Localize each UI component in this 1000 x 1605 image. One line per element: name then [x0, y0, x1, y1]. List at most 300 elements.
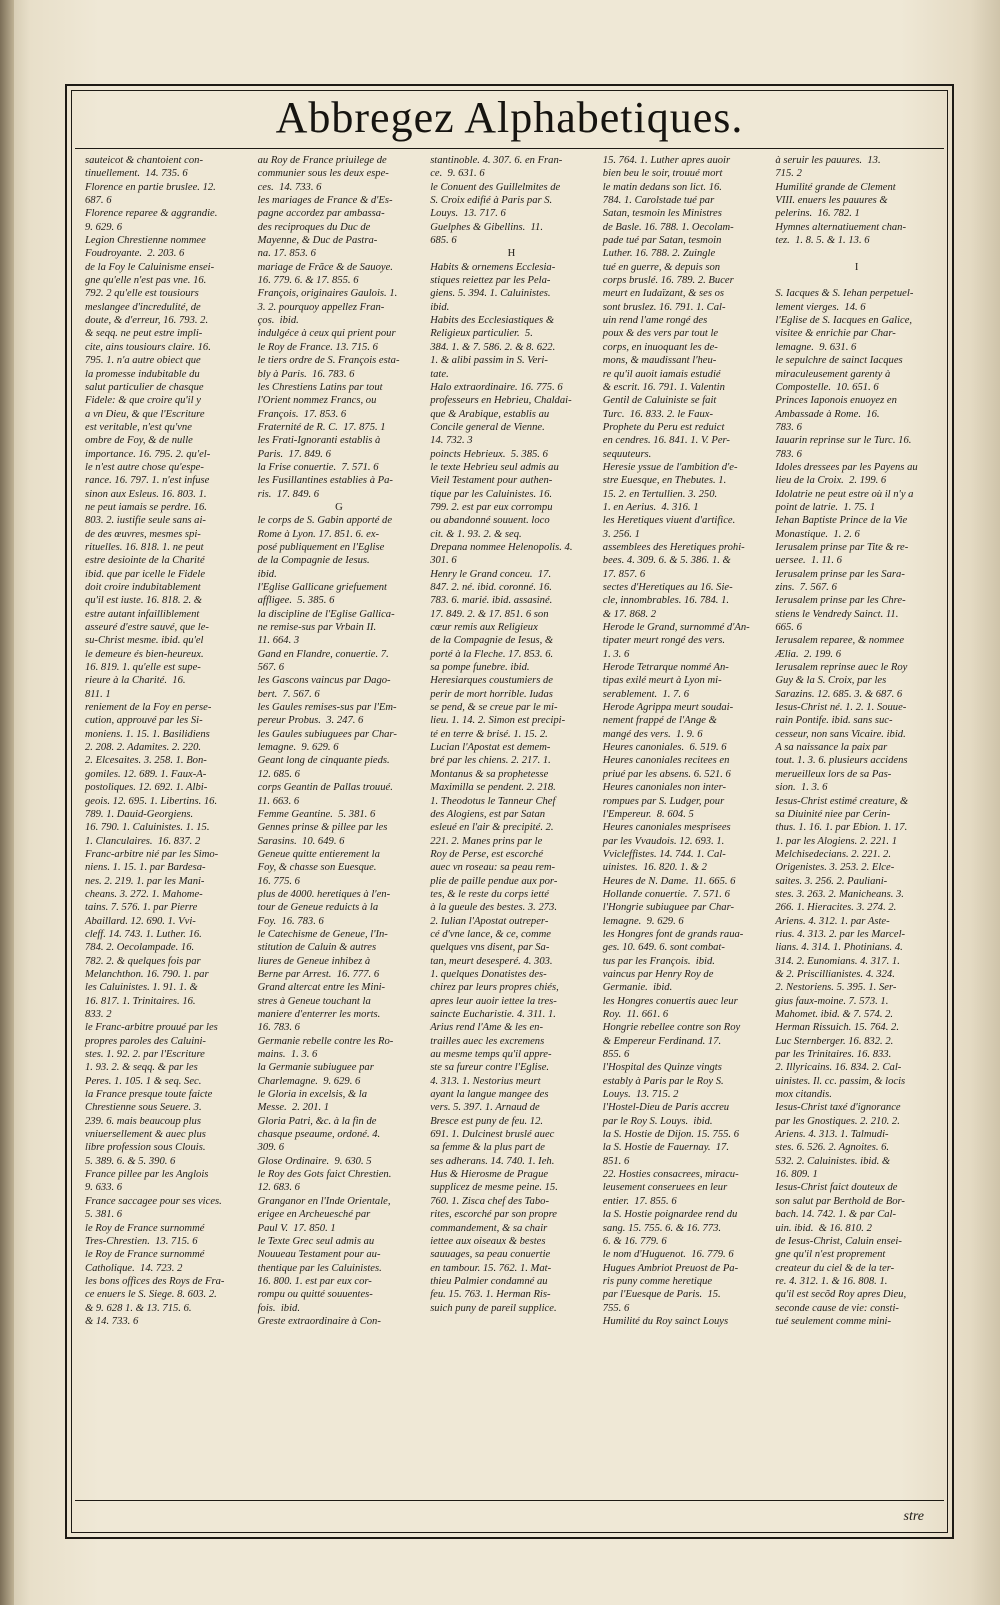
index-line: en tambour. 15. 762. 1. Mat-: [430, 1262, 552, 1274]
index-line: chasque pseaume, ordoné. 4.: [257, 1129, 381, 1141]
index-line: 17. 849. 2. & 17. 851. 6 son: [430, 608, 549, 620]
index-line: 239. 6. mais beaucoup plus: [85, 1115, 201, 1127]
index-column-1: [81, 154, 254, 1497]
index-line: VIII. enuers les pauures &: [775, 195, 888, 207]
index-line: ste sa fureur contre l'Eglise.: [430, 1062, 550, 1074]
index-line: François. 17. 853. 6: [257, 408, 347, 420]
index-line: ne peut iamais se perdre. 16.: [85, 501, 207, 513]
index-line: sa Diuinité niee par Cerin-: [775, 808, 891, 820]
index-line: corps Geantin de Pallas trouué.: [257, 782, 393, 794]
index-line: 803. 2. iustifie seule sans ai-: [85, 515, 206, 527]
index-line: Drepana nommee Helenopolis. 4.: [430, 541, 573, 553]
index-line: 266. 1. Hieracites. 3. 274. 2.: [775, 902, 897, 914]
index-line: 11. 663. 6: [257, 795, 300, 807]
index-line: Heures canoniales mesprisees: [602, 822, 731, 834]
index-line: Vieil Testament pour authen-: [430, 475, 553, 487]
index-line: des Alogiens, est par Satan: [430, 808, 546, 820]
index-line: pereur Probus. 3. 247. 6: [257, 715, 364, 727]
index-line: 9. 629. 6: [85, 221, 123, 233]
index-line: Herode Agrippa meurt soudai-: [602, 702, 734, 714]
index-line: Heresiarques coustumiers de: [430, 675, 553, 687]
index-line: ços. ibid.: [257, 315, 299, 327]
index-line: Hugues Ambriot Preuost de Pa-: [602, 1262, 739, 1274]
index-line: niens. 1. 15. 1. par Bardesa-: [85, 862, 206, 874]
page-frame: [65, 84, 954, 1539]
index-line: Herman Rissuich. 15. 764. 2.: [775, 1022, 899, 1034]
index-line: les Fusillantines establies à Pa-: [257, 475, 393, 487]
index-line: 384. 1. & 7. 586. 2. & 8. 622.: [430, 341, 556, 353]
index-line: tipas exilé meurt à Lyon mi-: [602, 675, 722, 687]
index-line: Peres. 1. 105. 1 & seq. Sec.: [85, 1075, 202, 1087]
index-line: & 9. 628 1. & 13. 715. 6.: [85, 1302, 192, 1314]
index-line: lement vierges. 14. 6: [775, 301, 866, 313]
index-line: France saccagee pour ses vices.: [85, 1195, 222, 1207]
index-line: son salut par Berthold de Bor-: [775, 1195, 905, 1207]
index-line: 760. 1. Zisca chef des Tabo-: [430, 1195, 549, 1207]
page-title: Abbregez Alphabetiques.: [275, 93, 744, 142]
index-line: par les Trinitaires. 16. 833.: [775, 1049, 892, 1061]
index-line: 855. 6: [602, 1049, 630, 1061]
index-line: Mayenne, & Duc de Pastra-: [257, 235, 378, 247]
index-line: l'Empereur. 8. 604. 5: [602, 808, 694, 820]
index-line: 3. 2. pourquoy appellez Fran-: [257, 301, 385, 313]
index-line: le demeure és bien-heureux.: [85, 648, 204, 660]
index-line: de Iesus-Christ, Caluin ensei-: [775, 1235, 902, 1247]
index-line: geois. 12. 695. 1. Libertins. 16.: [85, 795, 218, 807]
index-line: liures de Geneue inhibez à: [257, 955, 371, 967]
index-line: le nom d'Huguenot. 16. 779. 6: [602, 1249, 734, 1261]
index-line: 2. Nestoriens. 5. 395. 1. Ser-: [775, 982, 897, 994]
index-line: l'Hostel-Dieu de Paris accreu: [602, 1102, 730, 1114]
index-line: par les Vvaudois. 12. 693. 1.: [602, 835, 725, 847]
index-line: cite, ains tousiours claire. 16.: [85, 341, 211, 353]
index-line: cution, approuvé par les Si-: [85, 715, 203, 727]
index-line: Heures canoniales. 6. 519. 6: [602, 742, 727, 754]
index-line: esleué en l'air & precipité. 2.: [430, 822, 554, 834]
index-line: par le Roy S. Louys. ibid.: [602, 1115, 713, 1127]
index-line: Geant long de cinquante pieds.: [257, 755, 390, 767]
index-line: pelerins. 16. 782. 1: [775, 208, 860, 220]
index-line: 1. & alibi passim in S. Veri-: [430, 355, 548, 367]
index-line: Geneue quitte entierement la: [257, 848, 380, 860]
index-line: Prophete du Peru est reduict: [602, 421, 725, 433]
index-line: ris puny comme heretique: [602, 1275, 713, 1287]
index-line: saites. 3. 256. 2. Pauliani-: [775, 875, 888, 887]
binding-edge: [0, 0, 14, 1605]
index-line: 665. 6: [775, 622, 802, 634]
index-line: 4. 313. 1. Nestorius meurt: [430, 1075, 541, 1087]
index-line: ris. 17. 849. 6: [257, 488, 320, 500]
index-line: 789. 1. Dauid-Georgiens.: [85, 808, 194, 820]
index-line: des reciproques du Duc de: [257, 221, 371, 233]
index-line: 784. 2. Oecolampade. 16.: [85, 942, 195, 954]
index-line: salut particulier de chasque: [85, 381, 204, 393]
index-column-4: [599, 154, 772, 1497]
index-line: ges. 10. 649. 6. sont combat-: [602, 942, 725, 954]
index-line: rance. 16. 797. 1. n'est infuse: [85, 475, 210, 487]
index-line: les Frati-Ignoranti establis à: [257, 435, 381, 447]
index-line: 1. 93. 2. & seqq. & par les: [85, 1062, 198, 1074]
index-line: Ælia. 2. 199. 6: [775, 648, 842, 660]
index-line: 16. 817. 1. Trinitaires. 16.: [85, 995, 196, 1007]
index-line: Halo extraordinaire. 16. 775. 6: [430, 381, 563, 393]
index-line: le Roy de France surnommé: [85, 1222, 205, 1234]
index-line: sion. 1. 3. 6: [775, 782, 828, 794]
index-line: l'Eglise de S. Iacques en Galice,: [775, 315, 913, 327]
index-line: Roy. 11. 661. 6: [602, 1009, 669, 1020]
index-line: Germanie rebelle contre les Ro-: [257, 1035, 394, 1047]
index-line: 11. 664. 3: [257, 635, 300, 647]
index-line: Melchisedecians. 2. 221. 2.: [775, 848, 891, 860]
index-line: 16. 779. 6. & 17. 855. 6: [257, 275, 359, 287]
index-column-2: [254, 154, 427, 1497]
index-line: 15. 764. 1. Luther apres auoir: [602, 155, 731, 166]
index-line: 16. 819. 1. qu'elle est supe-: [85, 662, 201, 674]
index-line: visitee & enrichie par Char-: [775, 328, 896, 340]
index-line: [775, 247, 940, 260]
index-line: Henry le Grand conceu. 17.: [430, 568, 552, 580]
index-line: sinon aux Esleus. 16. 803. 1.: [85, 488, 207, 500]
index-line: corps bruslé. 16. 789. 2. Bucer: [602, 275, 734, 287]
index-line: les Gaules remises-sus par l'Em-: [257, 702, 397, 714]
index-line: les bons offices des Roys de Fra-: [85, 1275, 225, 1287]
index-line: tez. 1. 8. 5. & 1. 13. 6: [775, 235, 870, 247]
index-line: sauteicot & chantoient con-: [85, 155, 203, 166]
index-line: 6. & 16. 779. 6: [602, 1235, 667, 1247]
index-line: zins. 7. 567. 6: [775, 582, 837, 593]
index-line: re. 4. 312. 1. & 16. 808. 1.: [775, 1275, 888, 1287]
index-line: Tres-Chrestien. 13. 715. 6: [85, 1235, 198, 1247]
index-line: cle, innombrables. 16. 784. 1.: [602, 595, 730, 607]
index-line: tout. 1. 3. 6. plusieurs accidens: [775, 755, 908, 767]
index-line: Concile general de Vienne.: [430, 421, 545, 433]
index-line: Gennes prinse & pillee par les: [257, 822, 388, 834]
index-line: 14. 732. 3: [430, 435, 473, 447]
index-line: 16. 809. 1: [775, 1169, 818, 1181]
index-line: erigee en Archeuesché par: [257, 1209, 371, 1221]
index-line: postoliques. 12. 692. 1. Albi-: [85, 782, 208, 794]
index-line: stiens le Vendredy Sainct. 11.: [775, 608, 899, 620]
index-line: sectes d'Heretiques au 16. Sie-: [602, 582, 733, 593]
index-line: té en terre & brisé. 1. 15. 2.: [430, 728, 548, 740]
index-line: reniement de la Foy en perse-: [85, 702, 212, 714]
index-line: leusement conseruees en leur: [602, 1182, 728, 1194]
index-line: Grand altercat entre les Mini-: [257, 982, 386, 994]
index-line: 1. 3. 6: [602, 648, 630, 660]
index-line: France pillee par les Anglois: [85, 1169, 209, 1181]
index-line: Monastique. 1. 2. 6: [775, 528, 860, 540]
index-line: est veritable, n'est qu'vne: [85, 421, 192, 433]
index-line: miraculeusement garenty à: [775, 368, 891, 380]
index-line: rain Pontife. ibid. sans suc-: [775, 715, 893, 727]
index-line: Montanus & sa prophetesse: [430, 768, 549, 780]
index-line: tué seulement comme mini-: [775, 1315, 891, 1327]
index-line: le n'est autre chose qu'espe-: [85, 461, 204, 473]
index-line: cœur remis aux Religieux: [430, 622, 538, 634]
index-line: uin. ibid. & 16. 810. 2: [775, 1222, 872, 1234]
index-line: estre desiointe de la Charité: [85, 555, 205, 567]
index-line: 532. 2. Caluinistes. ibid. &: [775, 1155, 891, 1167]
index-line: Ariens. 4. 313. 1. Talmudi-: [775, 1129, 889, 1141]
index-line: sequuteurs.: [602, 448, 652, 460]
index-line: l'Hongrie subiuguee par Char-: [602, 902, 735, 914]
index-line: su-Christ mesme. ibid. qu'el: [85, 635, 204, 647]
index-line: lians. 4. 314. 1. Photinians. 4.: [775, 942, 903, 954]
index-line: l'Hospital des Quinze vingts: [602, 1062, 722, 1074]
index-line: François, originaires Gaulois. 1.: [257, 288, 398, 300]
index-line: 2. Illyricains. 16. 834. 2. Cal-: [775, 1062, 902, 1074]
index-line: Foy. 16. 783. 6: [257, 915, 324, 927]
index-line: A sa naissance la paix par: [775, 742, 888, 754]
index-line: le Conuent des Guillelmites de: [430, 181, 561, 193]
index-line: entier. 17. 855. 6: [602, 1195, 677, 1207]
index-columns: [81, 154, 944, 1497]
index-line: mariage de Frãce & de Sauoye.: [257, 261, 393, 273]
index-line: Granganor en l'Inde Orientale,: [257, 1195, 391, 1207]
index-line: 22. Hosties consacrees, miracu-: [602, 1169, 739, 1181]
index-line: trailles auec les excremens: [430, 1035, 545, 1047]
index-line: merueilleux lors de sa Pas-: [775, 768, 892, 780]
index-line: na. 17. 853. 6: [257, 248, 316, 260]
index-line: stes. 3. 263. 2. Manicheans. 3.: [775, 888, 904, 900]
index-line: commandement, & sa chair: [430, 1222, 548, 1234]
index-line: Compostelle. 10. 651. 6: [775, 381, 879, 393]
index-line: 5. 389. 6. & 5. 390. 6: [85, 1155, 176, 1167]
index-line: 792. 2 qu'elle est tousiours: [85, 288, 199, 300]
index-line: & escrit. 16. 791. 1. Valentin: [602, 381, 725, 393]
index-line: stitution de Caluin & autres: [257, 942, 377, 954]
index-line: Ierusalem prinse par les Sara-: [775, 568, 905, 580]
index-line: & seqq. ne peut estre impli-: [85, 328, 203, 340]
index-line: communier sous les deux espe-: [257, 168, 389, 180]
title-rule: [75, 148, 944, 149]
index-line: sauuages, sa peau conuertie: [430, 1249, 551, 1261]
index-line: porté à la Fleche. 17. 853. 6.: [430, 648, 554, 660]
index-line: ombre de Foy, & de nulle: [85, 435, 193, 447]
index-line: lemagne. 9. 631. 6: [775, 341, 857, 353]
index-line: stres à Geneue touchant la: [257, 995, 371, 1007]
index-line: perir de mort horrible. Iudas: [430, 688, 553, 700]
index-line: Habits des Ecclesiastiques &: [430, 315, 555, 327]
index-line: sont bruslez. 16. 791. 1. Cal-: [602, 301, 726, 313]
index-line: de la Foy le Caluinisme ensei-: [85, 261, 215, 273]
index-line: S. Croix edifié à Paris par S.: [430, 195, 553, 207]
index-line: Humilité du Roy sainct Louys: [602, 1315, 729, 1327]
index-line: lieu. 1. 14. 2. Simon est precipi-: [430, 715, 566, 727]
index-line: Chrestienne sous Seuere. 3.: [85, 1102, 202, 1114]
index-line: 2. 208. 2. Adamites. 2. 220.: [85, 742, 202, 754]
index-line: Humilité grande de Clement: [775, 181, 896, 193]
index-line: thus. 1. 16. 1. par Ebion. 1. 17.: [775, 822, 908, 834]
index-line: le Franc-arbitre prouué par les: [85, 1022, 218, 1034]
index-line: gius faux-moine. 7. 573. 1.: [775, 995, 889, 1007]
index-line: estre autant infailliblement: [85, 608, 200, 620]
index-line: Franc-arbitre nié par les Simo-: [85, 848, 219, 860]
index-line: rieure à la Charité. 16.: [85, 675, 186, 687]
index-line: 1. Clanculaires. 16. 837. 2: [85, 835, 201, 847]
index-line: Legion Chrestienne nommee: [85, 235, 206, 247]
index-line: gomiles. 12. 689. 1. Faux-A-: [85, 768, 207, 780]
index-line: 1. quelques Donatistes des-: [430, 968, 547, 980]
index-line: vers. 5. 397. 1. Arnaud de: [430, 1102, 540, 1114]
index-line: les Gascons vaincus par Dago-: [257, 675, 391, 687]
index-line: 691. 1. Dulcinest bruslé auec: [430, 1129, 555, 1141]
index-line: Herode Tetrarque nommé An-: [602, 662, 729, 674]
index-line: Hymnes alternatiuement chan-: [775, 221, 906, 233]
index-line: ayant la langue mangee des: [430, 1089, 549, 1101]
index-line: 833. 2: [85, 1009, 112, 1020]
index-line: au Roy de France priuilege de: [257, 155, 387, 166]
index-line: cé d'vne lance, & ce, comme: [430, 928, 551, 940]
section-letter: I: [854, 261, 861, 273]
index-line: mangé des vers. 1. 9. 6: [602, 728, 703, 740]
index-line: cesseur, non sans Vicaire. ibid.: [775, 728, 906, 740]
index-line: le tiers ordre de S. François esta-: [257, 355, 400, 367]
index-line: bert. 7. 567. 6: [257, 688, 320, 700]
index-line: & 2. Priscillianistes. 4. 324.: [775, 968, 895, 980]
index-line: professeurs en Hebrieu, Chaldai-: [430, 395, 572, 407]
index-line: 783. 6. marié. ibid. assasiné.: [430, 595, 553, 607]
index-line: Louys. 13. 717. 6: [430, 208, 506, 220]
index-line: Paris. 17. 849. 6: [257, 448, 331, 460]
index-line: Arius rend l'Ame & les en-: [430, 1022, 543, 1034]
index-line: le Gloria in excelsis, & la: [257, 1089, 368, 1101]
index-line: 1. en Aerius. 4. 316. 1: [602, 501, 699, 513]
index-line: S. Iacques & S. Iehan perpetuel-: [775, 288, 914, 300]
index-line: ibid.: [257, 568, 277, 580]
index-line: chirez par leurs propres chiés,: [430, 982, 559, 994]
index-line: tique par les Caluinistes. 16.: [430, 488, 553, 500]
index-line: Turc. 16. 833. 2. le Faux-: [602, 408, 714, 420]
index-line: stiques reiettez par les Pela-: [430, 275, 551, 287]
index-line: feu. 15. 763. 1. Herman Ris-: [430, 1289, 551, 1301]
index-line: les Heretiques viuent d'artifice.: [602, 515, 736, 527]
index-line: Gand en Flandre, conuertie. 7.: [257, 648, 389, 660]
index-line: Fidele: & que croire qu'il y: [85, 395, 201, 407]
index-line: fois. ibid.: [257, 1302, 300, 1314]
index-line: 309. 6: [257, 1142, 285, 1154]
index-line: tate.: [430, 368, 449, 380]
index-line: 811. 1: [85, 688, 111, 700]
index-line: le texte Hebrieu seul admis au: [430, 461, 559, 473]
index-line: 15. 2. en Tertullien. 3. 250.: [602, 488, 718, 500]
index-line: propres paroles des Caluini-: [85, 1035, 206, 1047]
index-line: tinuellement. 14. 735. 6: [85, 168, 188, 180]
index-line: nement frappé de l'Ange &: [602, 715, 717, 727]
index-line: ce enuers le S. Siege. 8. 603. 2.: [85, 1289, 217, 1301]
index-line: Ierusalem prinse par les Chre-: [775, 595, 906, 607]
index-line: tour de Geneue reduicts à la: [257, 902, 379, 914]
index-line: Florence en partie bruslee. 12.: [85, 181, 216, 193]
index-line: qu'il est iuste. 16. 818. 2. &: [85, 595, 203, 607]
index-line: vaincus par Henry Roy de: [602, 968, 714, 980]
index-line: 567. 6: [257, 662, 285, 674]
index-line: 16. 783. 6: [257, 1022, 300, 1034]
index-line: le matin dedans son lict. 16.: [602, 181, 722, 193]
index-line: [775, 274, 940, 287]
index-line: le Roy des Gots faict Chrestien.: [257, 1169, 392, 1181]
catchword: stre: [903, 1509, 924, 1524]
index-line: bees. 4. 309. 6. & 5. 386. 1. &: [602, 555, 731, 567]
index-line: les Caluinistes. 1. 91. 1. &: [85, 982, 198, 994]
index-line: ses adherans. 14. 740. 1. Ieh.: [430, 1155, 555, 1167]
index-line: Satan, tesmoin les Ministres: [602, 208, 722, 220]
index-line: ibid. que par icelle le Fidele: [85, 568, 206, 580]
index-line: iettee aux oiseaux & bestes: [430, 1235, 546, 1247]
index-line: mox citandis.: [775, 1089, 832, 1101]
index-line: la France presque toute faicte: [85, 1089, 213, 1101]
index-line: de Basle. 16. 788. 1. Oecolam-: [602, 221, 734, 233]
index-line: posé publiquement en l'Eglise: [257, 541, 385, 553]
index-line: la S. Hostie de Dijon. 15. 755. 6: [602, 1129, 740, 1141]
footer-rule: [75, 1500, 944, 1501]
index-line: gne qu'elle n'est pas vne. 16.: [85, 275, 207, 287]
index-line: Berne par Arrest. 16. 777. 6: [257, 968, 380, 980]
index-line: uin rend l'ame rongé des: [602, 315, 708, 327]
index-line: Messe. 2. 201. 1: [257, 1102, 330, 1114]
index-line: 2. Iulian l'Apostat outreper-: [430, 915, 549, 927]
index-line: Hongrie rebellee contre son Roy: [602, 1022, 741, 1034]
index-line: Greste extraordinaire à Con-: [257, 1315, 381, 1327]
index-line: tes, & le reste du corps ietté: [430, 888, 549, 900]
index-line: Iesus-Christ estimé creature, &: [775, 795, 909, 807]
index-line: 715. 2: [775, 168, 802, 180]
index-line: libre profession sous Clouis.: [85, 1142, 206, 1154]
index-line: stes. 1. 92. 2. par l'Escriture: [85, 1049, 205, 1061]
index-line: 685. 6: [430, 235, 457, 247]
index-line: priué par les absens. 6. 521. 6: [602, 768, 731, 780]
index-line: uinistes. 16. 820. 1. & 2: [602, 862, 707, 874]
index-line: doute, & d'erreur, 16. 793. 2.: [85, 315, 209, 327]
index-line: & 17. 868. 2: [602, 608, 657, 620]
index-line: à la gueule des bestes. 3. 273.: [430, 902, 557, 914]
index-line: de des œuvres, mesmes spi-: [85, 528, 201, 540]
index-line: la Frise conuertie. 7. 571. 6: [257, 461, 379, 473]
index-line: 847. 2. né. ibid. coronné. 16.: [430, 582, 552, 593]
index-line: Iesus-Christ taxé d'ignorance: [775, 1102, 901, 1114]
index-line: meurt en Iudaïzant, & ses os: [602, 288, 725, 300]
index-line: 851. 6: [602, 1155, 630, 1167]
index-line: Louys. 13. 715. 2: [602, 1089, 679, 1101]
index-line: Glose Ordinaire. 9. 630. 5: [257, 1155, 372, 1167]
index-line: Roy de Perse, est escorché: [430, 848, 544, 860]
index-line: Guelphes & Gibellins. 11.: [430, 221, 543, 233]
index-line: la Germanie subiuguee par: [257, 1062, 374, 1074]
index-line: Princes Iaponois enuoyez en: [775, 395, 897, 407]
index-line: 783. 6: [775, 448, 802, 460]
index-line: importance. 16. 795. 2. qu'el-: [85, 448, 211, 460]
index-line: Iehan Baptiste Prince de la Vie: [775, 515, 908, 527]
index-line: uinistes. Il. cc. passim, & locis: [775, 1075, 906, 1087]
index-line: point de latrie. 1. 75. 1: [775, 501, 876, 513]
index-line: Religieux particulier. 5.: [430, 328, 533, 340]
index-line: Origenistes. 3. 253. 2. Elce-: [775, 862, 895, 874]
index-line: Lucian l'Apostat est demem-: [430, 742, 551, 754]
index-line: le Roy de France. 13. 715. 6: [257, 341, 378, 353]
index-line: lemagne. 9. 629. 6: [602, 915, 684, 927]
index-line: 16. 790. 1. Caluinistes. 1. 15.: [85, 822, 210, 834]
index-line: l'Orient nommez Francs, ou: [257, 395, 377, 407]
index-line: 17. 857. 6: [602, 568, 646, 580]
index-line: rius. 4. 313. 2. par les Marcel-: [775, 928, 906, 940]
index-line: doit croire indubitablement: [85, 582, 201, 593]
index-line: tains. 7. 576. 1. par Pierre: [85, 902, 198, 914]
index-line: createur du ciel & de la ter-: [775, 1262, 895, 1274]
index-line: ne remise-sus par Vrbain II.: [257, 622, 377, 634]
index-line: plus de 4000. heretiques à l'en-: [257, 888, 391, 900]
index-line: Heures canoniales non inter-: [602, 782, 727, 794]
index-line: Heures de N. Dame. 11. 665. 6: [602, 875, 736, 887]
